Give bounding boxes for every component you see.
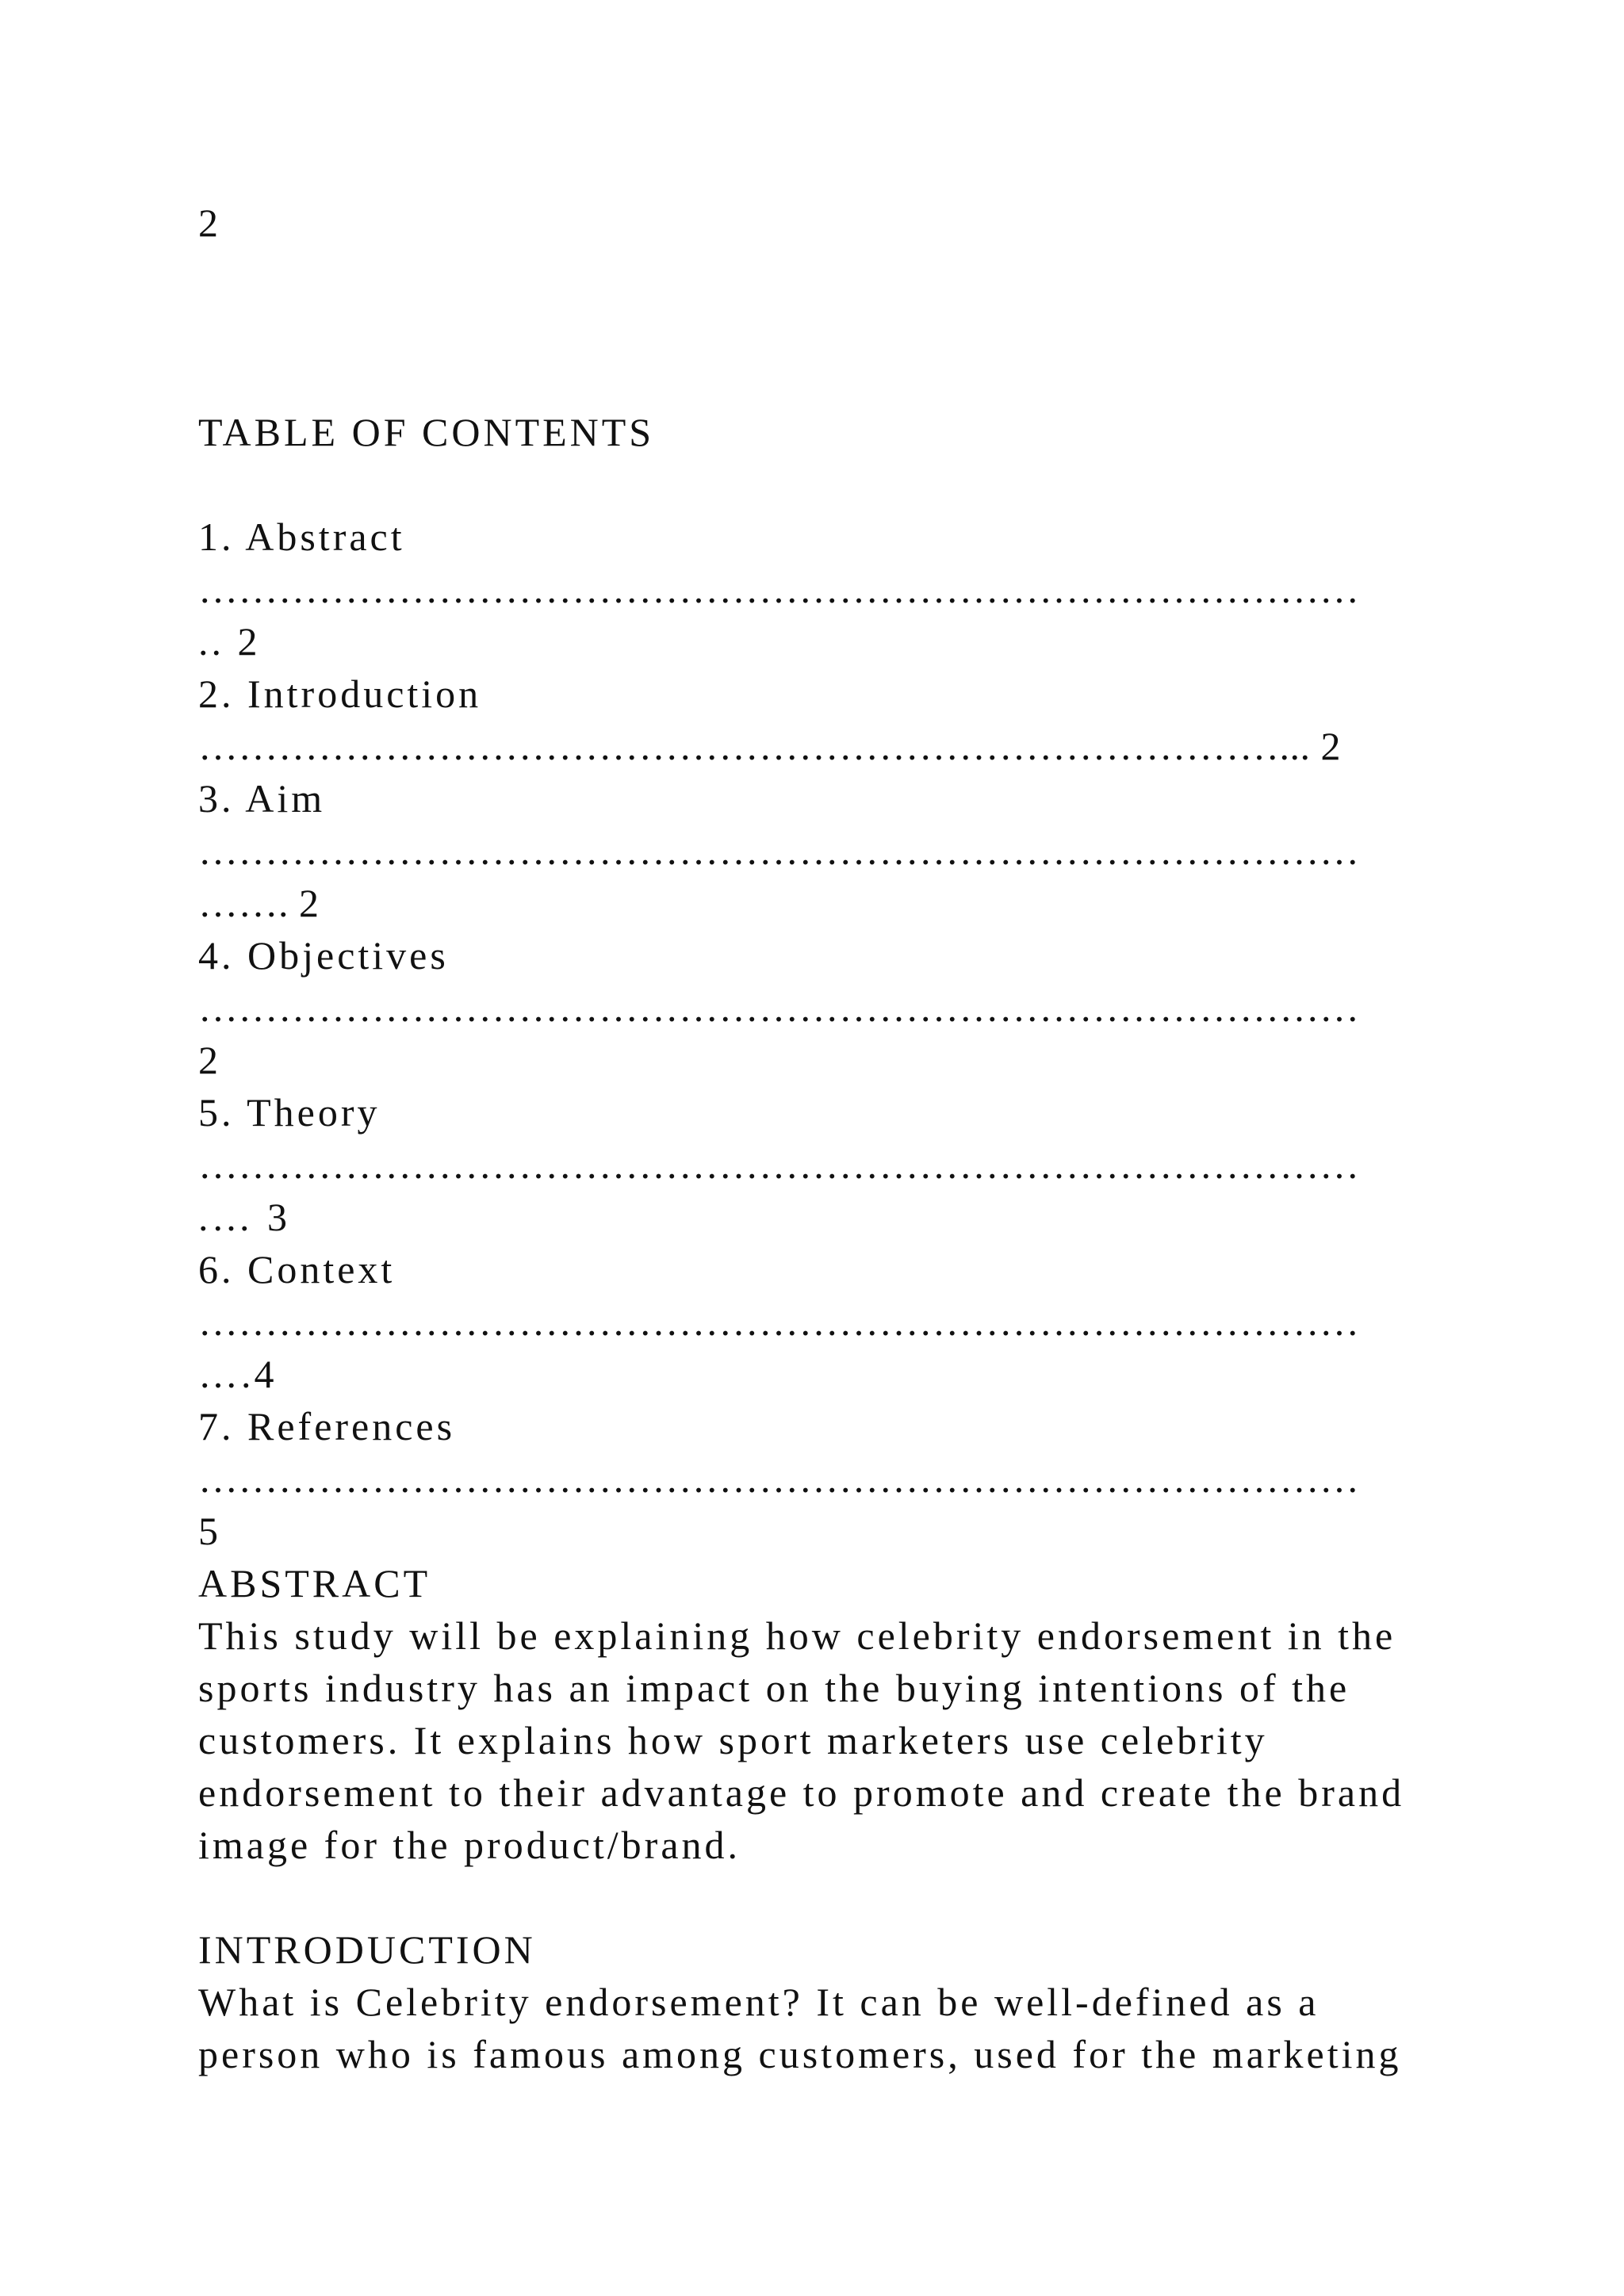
toc-entry-leader: …………………………………………………………………………… — [198, 1142, 1360, 1187]
page-number: 2 — [198, 201, 221, 245]
toc-entry-leader: ………………………………………………………………………... 2 — [198, 724, 1341, 768]
toc-entry-page: ….4 — [198, 1352, 278, 1396]
abstract-heading: ABSTRACT — [198, 1561, 431, 1605]
toc-entry-label: 1. Abstract — [198, 515, 405, 559]
toc-entry-leader: …………………………………………………………………………… — [198, 567, 1360, 611]
toc-entry-label: 3. Aim — [198, 776, 326, 821]
abstract-text-line: This study will be explaining how celebrity endorsement in the — [198, 1613, 1396, 1658]
abstract-text-line: endorsement to their advantage to promote and create the brand — [198, 1770, 1405, 1815]
toc-heading: TABLE OF CONTENTS — [198, 410, 655, 454]
toc-entry-page: 5 — [198, 1509, 221, 1553]
introduction-text-line: What is Celebrity endorsement? It can be well-defined as a — [198, 1980, 1320, 2024]
toc-entry-label: 7. References — [198, 1404, 456, 1448]
toc-entry-label: 4. Objectives — [198, 933, 449, 978]
toc-entry-leader: …………………………………………………………………………… — [198, 985, 1360, 1030]
toc-entry-page: ……. 2 — [198, 881, 320, 925]
abstract-text-line: sports industry has an impact on the buying intentions of the — [198, 1666, 1350, 1710]
toc-entry-leader: …………………………………………………………………………… — [198, 1299, 1360, 1344]
toc-entry-label: 2. Introduction — [198, 672, 482, 716]
toc-entry-label: 5. Theory — [198, 1090, 381, 1135]
toc-entry-page: .. 2 — [198, 619, 261, 664]
abstract-text-line: image for the product/brand. — [198, 1823, 741, 1867]
toc-entry-page: .… 3 — [198, 1195, 290, 1239]
abstract-text-line: customers. It explains how sport marketers use celebrity — [198, 1718, 1268, 1762]
toc-entry-label: 6. Context — [198, 1247, 396, 1292]
toc-entry-leader: …………………………………………………………………………… — [198, 1456, 1360, 1501]
introduction-heading: INTRODUCTION — [198, 1927, 536, 1972]
toc-entry-leader: …………………………………………………………………………… — [198, 828, 1360, 873]
toc-entry-page: 2 — [198, 1038, 221, 1082]
introduction-text-line: person who is famous among customers, used for the marketing — [198, 2032, 1402, 2076]
